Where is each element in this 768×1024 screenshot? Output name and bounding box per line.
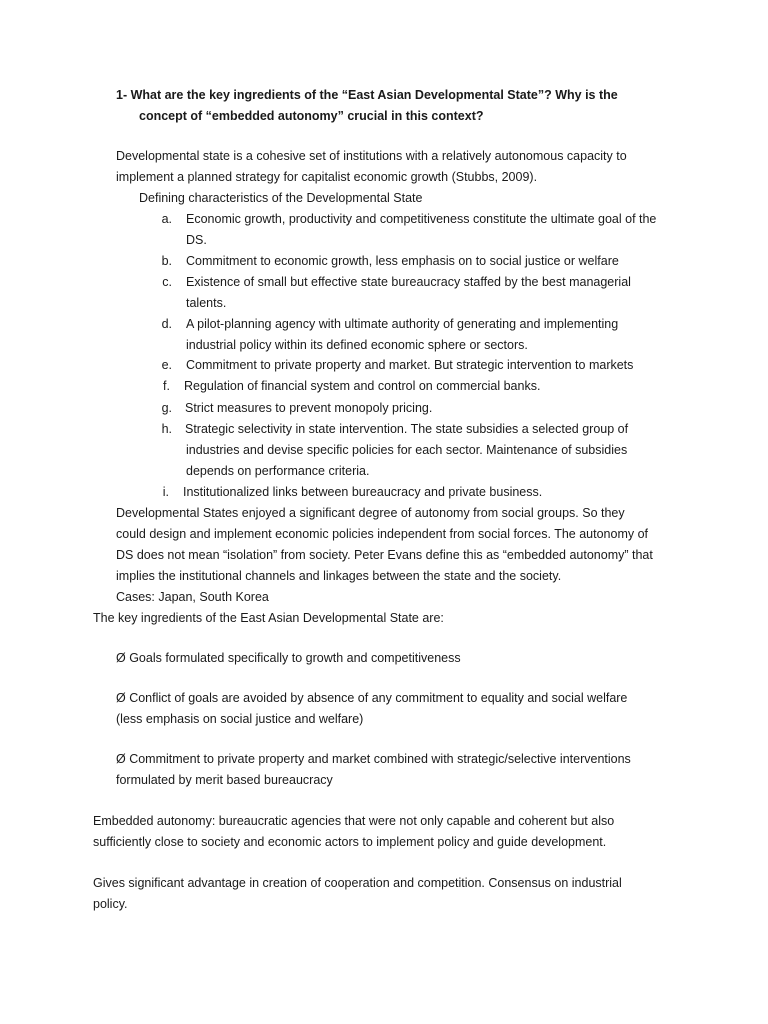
autonomy-line-1: Developmental States enjoyed a significant degree of autonomy from social groups. So they	[116, 506, 625, 520]
list-marker-a: a.	[161, 212, 172, 226]
bullet-3-line-2: formulated by merit based bureaucracy	[116, 773, 333, 787]
embedded-line-2: sufficiently close to society and economic actors to implement policy and guide development.	[93, 835, 607, 849]
list-item-h-line-3: depends on performance criteria.	[186, 464, 370, 478]
list-item-a-line-2: DS.	[186, 233, 207, 247]
intro-line-1: Developmental state is a cohesive set of institutions with a relatively autonomous capacity to	[116, 149, 627, 163]
list-item-g-line-1: Strict measures to prevent monopoly pricing.	[185, 401, 433, 415]
defining-heading: Defining characteristics of the Developmental State	[139, 191, 423, 205]
bullet-1-line-1: Ø Goals formulated specifically to growth and competitiveness	[116, 651, 461, 665]
list-item-f-line-1: Regulation of financial system and control on commercial banks.	[184, 379, 541, 393]
list-item-d-line-2: industrial policy within its defined economic sphere or sectors.	[186, 338, 528, 352]
list-marker-h: h.	[161, 422, 172, 436]
list-marker-c: c.	[162, 275, 172, 289]
list-marker-e: e.	[161, 358, 172, 372]
list-marker-d: d.	[161, 317, 172, 331]
embedded-line-1: Embedded autonomy: bureaucratic agencies that were not only capable and coherent but also	[93, 814, 615, 828]
autonomy-line-2: could design and implement economic policies independent from social forces. The autonomy of	[116, 527, 649, 541]
list-item-h-line-2: industries and devise specific policies for each sector. Maintenance of subsidies	[186, 443, 628, 457]
advantage-line-1: Gives significant advantage in creation of cooperation and competition. Consensus on industrial	[93, 876, 622, 890]
list-item-c-line-1: Existence of small but effective state bureaucracy staffed by the best managerial	[186, 275, 631, 289]
autonomy-line-4: implies the institutional channels and linkages between the state and the society.	[116, 569, 562, 583]
bullet-3-line-1: Ø Commitment to private property and market combined with strategic/selective interventions	[116, 752, 631, 766]
question-line-1: 1- What are the key ingredients of the “East Asian Developmental State”? Why is the	[116, 88, 618, 102]
list-item-b-line-1: Commitment to economic growth, less emphasis on to social justice or welfare	[186, 254, 619, 268]
autonomy-line-3: DS does not mean “isolation” from society. Peter Evans define this as “embedded autonomy” that	[116, 548, 653, 562]
cases-line: Cases: Japan, South Korea	[116, 590, 269, 604]
question-line-2: concept of “embedded autonomy” crucial in this context?	[139, 109, 484, 123]
list-item-h-line-1: Strategic selectivity in state intervention. The state subsidies a selected group of	[185, 422, 629, 436]
list-item-e-line-1: Commitment to private property and market. But strategic intervention to markets	[186, 358, 634, 372]
intro-line-2: implement a planned strategy for capitalist economic growth (Stubbs, 2009).	[116, 170, 538, 184]
list-item-i-line-1: Institutionalized links between bureaucracy and private business.	[183, 485, 543, 499]
list-item-d-line-1: A pilot-planning agency with ultimate authority of generating and implementing	[186, 317, 619, 331]
list-marker-i: i.	[162, 485, 169, 499]
list-item-a-line-1: Economic growth, productivity and competitiveness constitute the ultimate goal of the	[186, 212, 657, 226]
bullet-2-line-2: (less emphasis on social justice and welfare)	[116, 712, 364, 726]
key-ingredients-heading: The key ingredients of the East Asian Developmental State are:	[93, 611, 444, 625]
advantage-line-2: policy.	[93, 897, 128, 911]
list-marker-b: b.	[161, 254, 172, 268]
list-marker-g: g.	[161, 401, 172, 415]
list-marker-f: f.	[163, 379, 170, 393]
bullet-2-line-1: Ø Conflict of goals are avoided by absence of any commitment to equality and social welfare	[116, 691, 628, 705]
list-item-c-line-2: talents.	[186, 296, 227, 310]
